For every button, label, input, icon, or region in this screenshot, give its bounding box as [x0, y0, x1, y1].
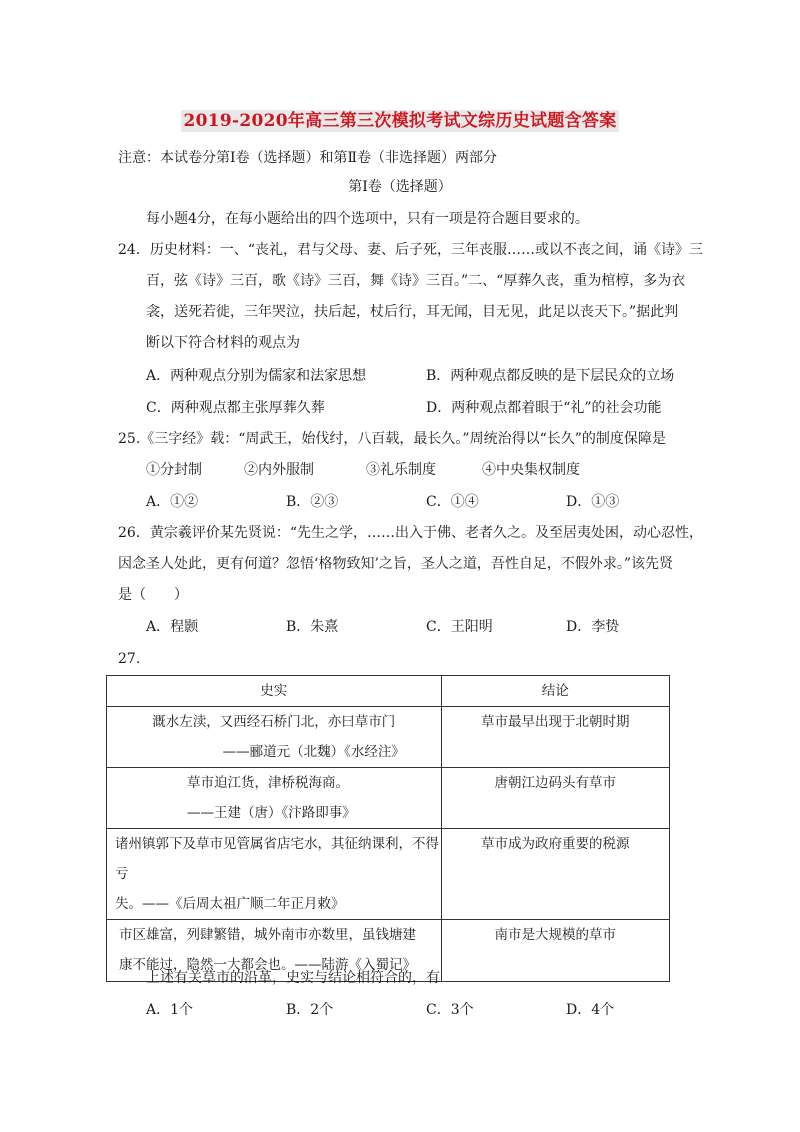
table-cell-conclusion	[441, 768, 670, 829]
q27-table	[106, 675, 670, 982]
q26-stem-line-3: 是（ ）	[118, 587, 188, 603]
q25-option-b: B．②③	[286, 494, 339, 510]
table-cell-conclusion	[441, 707, 670, 768]
table-cell-fact	[107, 829, 442, 920]
fact-line-2: ——王建（唐）《汴路即事》	[187, 805, 356, 821]
table-cell-fact	[107, 768, 442, 829]
table-header-conclusion: 结论	[441, 676, 670, 707]
q24-option-d: D．两种观点都着眼于“礼”的社会功能	[426, 400, 662, 416]
conclusion-text: 唐朝江边码头有草市	[494, 775, 616, 791]
exam-title-text: 2019-2020年高三第三次模拟考试文综历史试题含答案	[183, 111, 617, 131]
q25-item-4: ④中央集权制度	[482, 462, 580, 478]
table-row	[107, 829, 670, 920]
q26-option-d: D．李贽	[566, 619, 620, 635]
q27-option-a: A．1个	[146, 1002, 194, 1018]
q25-item-1: ①分封制	[146, 462, 202, 478]
q24-stem-line-1: 24．历史材料：一、“丧礼，君与父母、妻、后子死，三年丧服……或以不丧之间，诵《诗》三	[118, 242, 703, 258]
q27-option-d: D．4个	[566, 1002, 615, 1018]
q24-option-c: C．两种观点都主张厚葬久葬	[146, 400, 325, 416]
q26-stem-line-1: 26．黄宗羲评价某先贤说：“先生之学，……出入于佛、老者久之。及至居夷处困，动心忍性，	[118, 525, 703, 541]
q25-option-d: D．①③	[566, 494, 620, 510]
fact-line-1: 市区雄富，列肆繁错，城外南市亦数里，虽钱塘建	[119, 927, 416, 943]
exam-title	[0, 106, 800, 131]
q25-item-2: ②内外服制	[244, 462, 314, 478]
fact-line-2: 失。——《后周太祖广顺二年正月敕》	[115, 896, 345, 912]
table-header-row	[107, 676, 670, 707]
fact-line-1: 诸州镇郭下及草市见管属省店宅水，其征纳课利，不得亏	[115, 836, 439, 882]
fact-line-2: ——郦道元（北魏）《水经注》	[222, 744, 405, 760]
conclusion-text: 草市成为政府重要的税源	[481, 836, 630, 852]
q25-option-c: C．①④	[426, 494, 479, 510]
table-row	[107, 707, 670, 768]
q27-number: 27.	[118, 651, 141, 667]
q27-stem: 上述有关草市的沿革，史实与结论相符合的，有	[146, 970, 440, 986]
q24-option-a: A．两种观点分别为儒家和法家思想	[146, 368, 367, 384]
section-title: 第Ⅰ卷（选择题）	[348, 179, 452, 195]
fact-line-1: 草市迫江货，津桥税海商。	[187, 775, 349, 791]
conclusion-text: 南市是大规模的草市	[494, 927, 616, 943]
q27-option-b: B．2个	[286, 1002, 334, 1018]
q24-option-b: B．两种观点都反映的是下层民众的立场	[426, 368, 675, 384]
q26-option-a: A．程颢	[146, 619, 199, 635]
table-cell-conclusion	[441, 920, 670, 982]
q26-option-b: B．朱熹	[286, 619, 339, 635]
q25-item-3: ③礼乐制度	[366, 462, 436, 478]
q25-option-a: A．①②	[146, 494, 199, 510]
q27-option-c: C．3个	[426, 1002, 474, 1018]
conclusion-text: 草市最早出现于北朝时期	[481, 714, 630, 730]
table-cell-conclusion	[441, 829, 670, 920]
q26-stem-line-2: 因念圣人处此，更有何道？忽悟‘格物致知’之旨，圣人之道，吾性自足，不假外求。”该先贤	[118, 556, 674, 572]
instruction-text: 每小题4分，在每小题给出的四个选项中，只有一项是符合题目要求的。	[146, 211, 589, 227]
table-row	[107, 768, 670, 829]
q24-stem-line-3: 衾，送死若徙，三年哭泣，扶后起，杖后行，耳无闻，目无见，此足以丧天下。”据此判	[146, 304, 679, 320]
q25-stem: 25.《三字经》载：“周武王，始伐纣，八百载，最长久。”周统治得以“长久”的制度保障是	[118, 431, 666, 447]
notice-text: 注意：本试卷分第Ⅰ卷（选择题）和第Ⅱ卷（非选择题）两部分	[118, 150, 498, 166]
q26-option-c: C．王阳明	[426, 619, 493, 635]
fact-line-2: 康不能过，隐然一大都会也。——陆游《入蜀记》	[119, 957, 416, 973]
table-header-fact: 史实	[107, 676, 442, 707]
q24-stem-line-2: 百，弦《诗》三百，歌《诗》三百，舞《诗》三百。”二、“厚葬久丧，重为棺椁，多为衣	[146, 273, 686, 289]
q24-stem-line-4: 断以下符合材料的观点为	[146, 335, 300, 351]
table-cell-fact	[107, 707, 442, 768]
fact-line-1: 溉水左渎，又西经石桥门北，亦曰草市门	[152, 714, 396, 730]
